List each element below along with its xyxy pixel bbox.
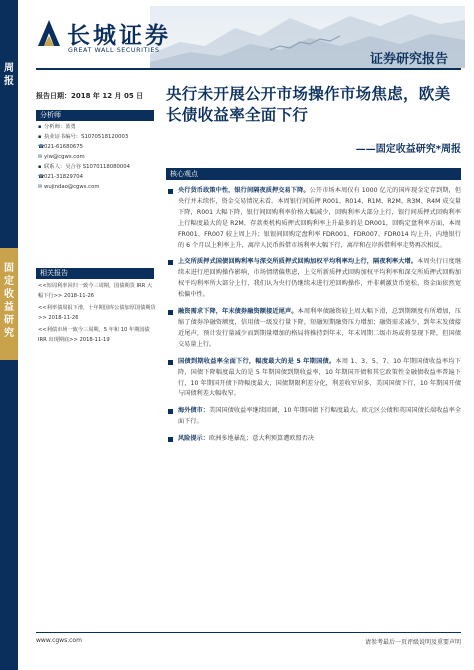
analyst-line: ▪ 执业证书编号：S1070518120003 bbox=[38, 134, 129, 140]
bullet-square-icon bbox=[168, 360, 173, 365]
footer-divider bbox=[36, 632, 461, 633]
related-reports-list bbox=[38, 282, 156, 348]
report-date-value: 2018 年 12 月 05 日 bbox=[71, 92, 144, 100]
logo-text-en: GREAT WALL SECURITIES bbox=[68, 47, 160, 54]
report-date-label: 报告日期： bbox=[36, 92, 71, 100]
analyst-line: ✉ wujindao@cgws.com bbox=[38, 184, 100, 190]
analyst-info bbox=[38, 122, 156, 192]
core-view-text: 美国国债收益率继续回调，10 年期国债下行幅度最大。欧元区公债和英国国债长端收益率全面下行。 bbox=[178, 407, 462, 426]
report-type-label: 证券研究报告 bbox=[370, 52, 449, 67]
core-view-item bbox=[168, 357, 461, 401]
related-report-link[interactable]: <<利率债周报下滑，十年期国库公债加厚国债期货>> 2018-11-26 bbox=[38, 305, 156, 321]
footer-disclaimer: 请参考最后一页评级说明及重要声明 bbox=[364, 639, 461, 646]
core-view-lead: 上交所质押式国债回购利率与深交所质押式回购加权平均利率均上行，隔夜利率大增。 bbox=[178, 258, 418, 266]
core-view-text: 欧洲多地暴乱；意大利预算遭欧盟否决 bbox=[208, 435, 315, 443]
core-views-title: 核心观点 bbox=[170, 170, 198, 178]
footer-website-link[interactable]: www.cgws.com bbox=[36, 637, 82, 644]
bullet-square-icon bbox=[168, 189, 173, 194]
related-report-link[interactable]: <<利债市场一致今三周期，5 年和 10 年期国债 IRR 出现期底>> 2018-11-19 bbox=[38, 327, 150, 343]
side-label-category: 固定收益研究 bbox=[4, 263, 14, 339]
logo-mark-icon bbox=[36, 18, 62, 48]
core-view-item bbox=[168, 257, 461, 301]
core-view-item bbox=[168, 307, 461, 351]
core-view-item bbox=[168, 434, 461, 445]
person-icon: ▪ bbox=[38, 124, 42, 130]
core-view-text: 本周央行日度继续未进行逆回购操作影响，市场情绪偏焦虑，上交所新质押式回购加权平均利率和深交所质押式回购加权平均利率所大部分上行，我们认为央行仍继续未进行逆回购操作，并非刺激货币宽松，资金面依然宽松偏中性。 bbox=[178, 258, 462, 299]
core-view-lead: 融资需求下降，年末债券融资额接近尾声。 bbox=[178, 308, 298, 316]
analyst-line: ☎021-61680675 bbox=[38, 144, 83, 150]
company-logo bbox=[36, 16, 186, 64]
analyst-line: ✉ yiw@cgws.com bbox=[38, 154, 85, 160]
core-view-lead: 国债到期收益率全面下行，幅度最大的是 5 年期国债。 bbox=[178, 357, 336, 365]
core-views-list bbox=[168, 186, 461, 451]
logo-text-cn: 长城证券 bbox=[67, 22, 171, 49]
analyst-line: ▪ 联系人：吴合谷 S1070118080004 bbox=[38, 164, 130, 170]
side-strip bbox=[0, 0, 18, 670]
core-view-item bbox=[168, 186, 461, 251]
bullet-square-icon bbox=[168, 310, 173, 315]
side-label-weekly: 周报 bbox=[4, 63, 14, 87]
mail-icon: ✉ bbox=[38, 154, 43, 160]
analyst-line: ☎021-31829704 bbox=[38, 174, 83, 180]
core-view-text: 公开市场本周仅有 1000 亿元的国库现金定存到期，但央行并未续作，资金交易情况未看。本周银行间质押 R001、R014、R1M、R2M、R3M、R4M 成交量下降，R001 大幅下降，银行间回购利率价格大幅减少，回购利率大部分上行，银行间质押式回购利率上行幅度最大的是 R2M，存款类机构质押式回购利率上升最多的是 DR001，回购定盘利率方面，本周 FR001、FR007 较上周上升；银银间回购定盘利率 FDR001、FDR007、FDR014 均上升，内地银行的 6 个月以上利率上升，离岸人民币拆借市场利率大幅下行，离岸和在岸拆借利率走势再次相反。 bbox=[178, 187, 462, 249]
analyst-section-header: 分析师 bbox=[36, 110, 154, 121]
bullet-square-icon bbox=[168, 409, 173, 414]
core-view-lead: 央行货币政策中性，银行间隔夜质押交易下降。 bbox=[178, 187, 310, 194]
id-icon: ▪ bbox=[38, 134, 42, 140]
phone-icon: ☎ bbox=[38, 144, 45, 150]
core-view-lead: 海外债市： bbox=[178, 407, 210, 415]
report-subtitle: ——固定收益研究*周报 bbox=[355, 144, 461, 155]
report-title: 央行未开展公开市场操作市场焦虑，欧美长债收益率全面下行 bbox=[166, 85, 451, 124]
bullet-square-icon bbox=[168, 437, 173, 442]
person-icon: ▪ bbox=[38, 164, 42, 170]
related-reports-header: 相关报告 bbox=[36, 268, 154, 279]
report-date bbox=[36, 91, 143, 101]
core-view-text: 本周 1、3、5、7、10 年期国债收益率均下降，国债下降幅度最大的是 5 年期国债到期收益率，10 年期国开债和其它政策性金融债收益率普遍下行，10 年期国开债下降幅度最大，国债期限利差分化，利差收窄居多，美国国债下行，10 年期国开债与国债利差大幅收窄。 bbox=[178, 357, 461, 398]
core-view-lead: 风险提示： bbox=[178, 435, 209, 443]
analyst-line: ▪ 分析师：蓝勇 bbox=[38, 124, 76, 130]
related-report-link[interactable]: <<短周利率回归一致今三周期，国债期货 IRR 大幅下行>> 2018-11-26 bbox=[38, 283, 153, 299]
bullet-square-icon bbox=[168, 260, 173, 265]
mail-icon: ✉ bbox=[38, 184, 43, 190]
header-divider bbox=[36, 68, 461, 70]
core-view-item bbox=[168, 406, 461, 428]
phone-icon: ☎ bbox=[38, 174, 45, 180]
core-view-text: 本周利率债融资较上周大幅下滑，总到期额度有所增加，压缩了债券净融资额度，信用债一级发行量下降，短融短期融资压力增加；融资需求减少，到年末发债接近尾声，预计发行量减少而到期量增加的格局将推持到年末，年末周期二级市场或将显现下降，但国债交易量上行。 bbox=[178, 308, 462, 348]
core-views-header bbox=[166, 168, 461, 180]
